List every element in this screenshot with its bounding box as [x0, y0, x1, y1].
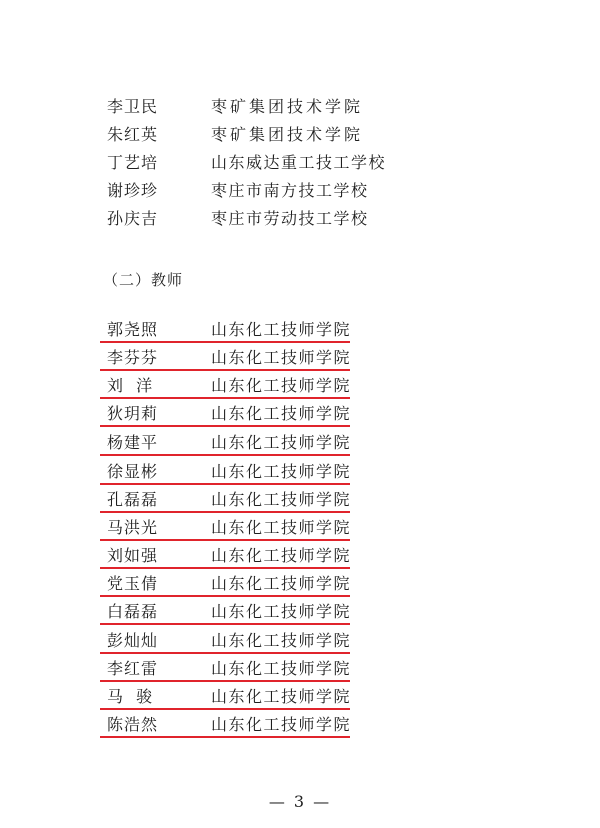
organization-name: 山东化工技师学院 — [211, 320, 352, 339]
red-underline — [100, 369, 350, 371]
organization-name: 山东化工技师学院 — [211, 715, 352, 734]
organization-name: 枣庄市劳动技工学校 — [211, 209, 369, 228]
person-name: 李红雷 — [107, 659, 159, 678]
organization-name: 枣庄市南方技工学校 — [211, 181, 369, 200]
red-underline — [100, 680, 350, 682]
person-name: 李卫民 — [107, 97, 159, 116]
list-item — [0, 459, 600, 487]
list-item — [0, 401, 600, 429]
list-item — [0, 543, 600, 571]
red-underline — [100, 708, 350, 710]
organization-name: 山东化工技师学院 — [211, 404, 352, 423]
list-item — [0, 206, 600, 234]
list-item — [0, 628, 600, 656]
person-name: 孔磊磊 — [107, 490, 159, 509]
red-underline — [100, 397, 350, 399]
list-item — [0, 684, 600, 712]
list-item — [0, 515, 600, 543]
person-name: 李芬芬 — [107, 348, 159, 367]
person-name: 马 骏 — [107, 687, 154, 706]
person-name: 狄玥莉 — [107, 404, 159, 423]
person-name: 孙庆吉 — [107, 209, 159, 228]
list-item — [0, 712, 600, 740]
red-underline — [100, 425, 350, 427]
person-name: 党玉倩 — [107, 574, 159, 593]
organization-name: 山东化工技师学院 — [211, 348, 352, 367]
person-name: 杨建平 — [107, 433, 159, 452]
list-item — [0, 94, 600, 122]
person-name: 刘如强 — [107, 546, 159, 565]
person-name: 刘 洋 — [107, 376, 154, 395]
organization-name: 山东化工技师学院 — [211, 574, 352, 593]
list-item — [0, 150, 600, 178]
person-name: 郭尧照 — [107, 320, 159, 339]
red-underline — [100, 483, 350, 485]
person-name: 朱红英 — [107, 125, 159, 144]
organization-name: 山东化工技师学院 — [211, 546, 352, 565]
person-name: 陈浩然 — [107, 715, 159, 734]
list-item — [0, 178, 600, 206]
red-underline — [100, 623, 350, 625]
organization-name: 山东化工技师学院 — [211, 602, 352, 621]
organization-name: 山东化工技师学院 — [211, 462, 352, 481]
list-item — [0, 430, 600, 458]
list-item — [0, 571, 600, 599]
organization-name: 山东化工技师学院 — [211, 376, 352, 395]
red-underline — [100, 652, 350, 654]
organization-name: 山东化工技师学院 — [211, 490, 352, 509]
red-underline — [100, 595, 350, 597]
section-title: （二）教师 — [103, 271, 184, 289]
organization-name: 山东化工技师学院 — [211, 659, 352, 678]
person-name: 马洪光 — [107, 518, 159, 537]
red-underline — [100, 539, 350, 541]
page-number: — 3 — — [268, 792, 332, 811]
red-underline — [100, 454, 350, 456]
person-name: 白磊磊 — [107, 602, 159, 621]
organization-name: 山东化工技师学院 — [211, 518, 352, 537]
organization-name: 山东威达重工技工学校 — [211, 153, 387, 172]
red-underline — [100, 511, 350, 513]
list-item — [0, 122, 600, 150]
red-underline — [100, 341, 350, 343]
list-item — [0, 345, 600, 373]
person-name: 谢珍珍 — [107, 181, 159, 200]
organization-name: 山东化工技师学院 — [211, 433, 352, 452]
person-name: 丁艺培 — [107, 153, 159, 172]
organization-name: 枣矿集团技术学院 — [211, 125, 364, 144]
organization-name: 山东化工技师学院 — [211, 687, 352, 706]
red-underline — [100, 736, 350, 738]
person-name: 彭灿灿 — [107, 631, 159, 650]
organization-name: 枣矿集团技术学院 — [211, 97, 364, 116]
organization-name: 山东化工技师学院 — [211, 631, 352, 650]
list-item — [0, 656, 600, 684]
list-item — [0, 487, 600, 515]
person-name: 徐显彬 — [107, 462, 159, 481]
red-underline — [100, 567, 350, 569]
list-item — [0, 317, 600, 345]
list-item — [0, 599, 600, 627]
list-item — [0, 373, 600, 401]
